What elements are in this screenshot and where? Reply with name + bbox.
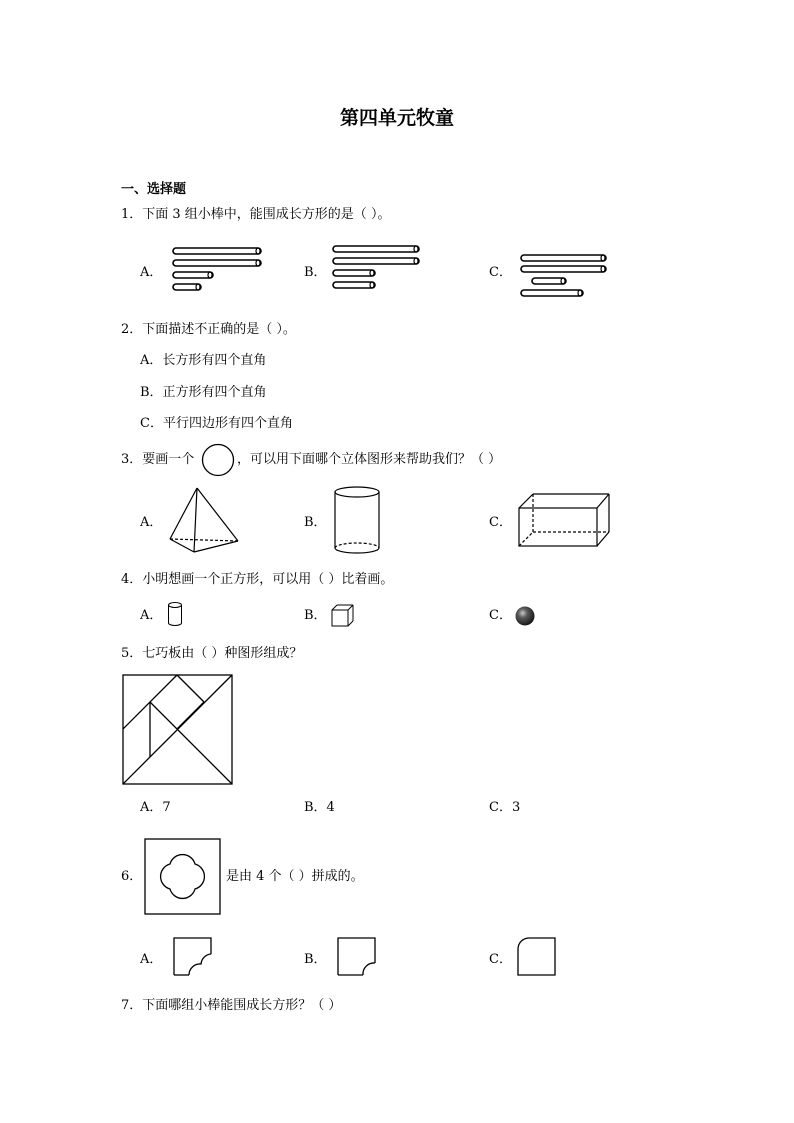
question-1-stem: 1．下面 3 组小棒中，能围成长方形的是（ ）。	[121, 207, 391, 222]
q3-option-c-label: C．	[489, 515, 512, 530]
question-6-stem: 是由 4 个（ ）拼成的。	[226, 869, 364, 884]
pyramid-icon	[166, 485, 244, 557]
cube-icon	[331, 604, 355, 628]
q6-option-a-label: A．	[140, 952, 163, 967]
section-heading: 一、选择题	[121, 182, 187, 197]
quatrefoil-figure	[144, 838, 222, 916]
q2-option-b: B．正方形有四个直角	[140, 385, 267, 400]
q1-option-c-sticks	[518, 254, 610, 300]
small-cylinder-icon	[167, 601, 185, 627]
q6-option-c-label: C．	[489, 952, 512, 967]
piece-a-icon	[173, 937, 213, 977]
piece-b-icon	[337, 937, 377, 977]
cuboid-icon	[517, 492, 613, 550]
cylinder-icon	[333, 486, 383, 556]
question-6-number: 6．	[121, 869, 143, 884]
sphere-icon	[514, 605, 536, 627]
q1-option-a-sticks	[172, 246, 264, 294]
q5-option-b: B．4	[304, 800, 335, 815]
question-5-stem: 5．七巧板由（ ）种图形组成？	[121, 646, 303, 661]
circle-figure	[201, 443, 235, 477]
q4-option-b-label: B．	[304, 608, 327, 623]
q1-option-c-label: C．	[489, 265, 512, 280]
q3-option-b-label: B．	[304, 515, 327, 530]
tangram-figure	[122, 674, 234, 786]
question-7-stem: 7．下面哪组小棒能围成长方形？（ ）	[121, 998, 342, 1013]
q2-option-a: A．长方形有四个直角	[140, 353, 267, 368]
q1-option-b-label: B．	[304, 265, 327, 280]
q5-option-a: A．7	[140, 800, 171, 815]
q5-option-c: C．3	[489, 800, 521, 815]
question-4-stem: 4．小明想画一个正方形，可以用（ ）比着画。	[121, 572, 394, 587]
page-title: 第四单元牧童	[339, 107, 454, 129]
q4-option-a-label: A．	[140, 608, 163, 623]
q3-option-a-label: A．	[140, 515, 163, 530]
piece-c-icon	[517, 937, 557, 977]
q1-option-a-label: A．	[140, 265, 163, 280]
q6-option-b-label: B．	[304, 952, 327, 967]
q4-option-c-label: C．	[489, 608, 512, 623]
question-2-stem: 2．下面描述不正确的是（ ）。	[121, 322, 296, 337]
q1-option-b-sticks	[332, 244, 424, 292]
question-3-stem-after: ，可以用下面哪个立体图形来帮助我们？（ ）	[237, 452, 502, 467]
q2-option-c: C．平行四边形有四个直角	[140, 416, 293, 431]
question-3-stem-before: 3．要画一个	[121, 452, 195, 467]
